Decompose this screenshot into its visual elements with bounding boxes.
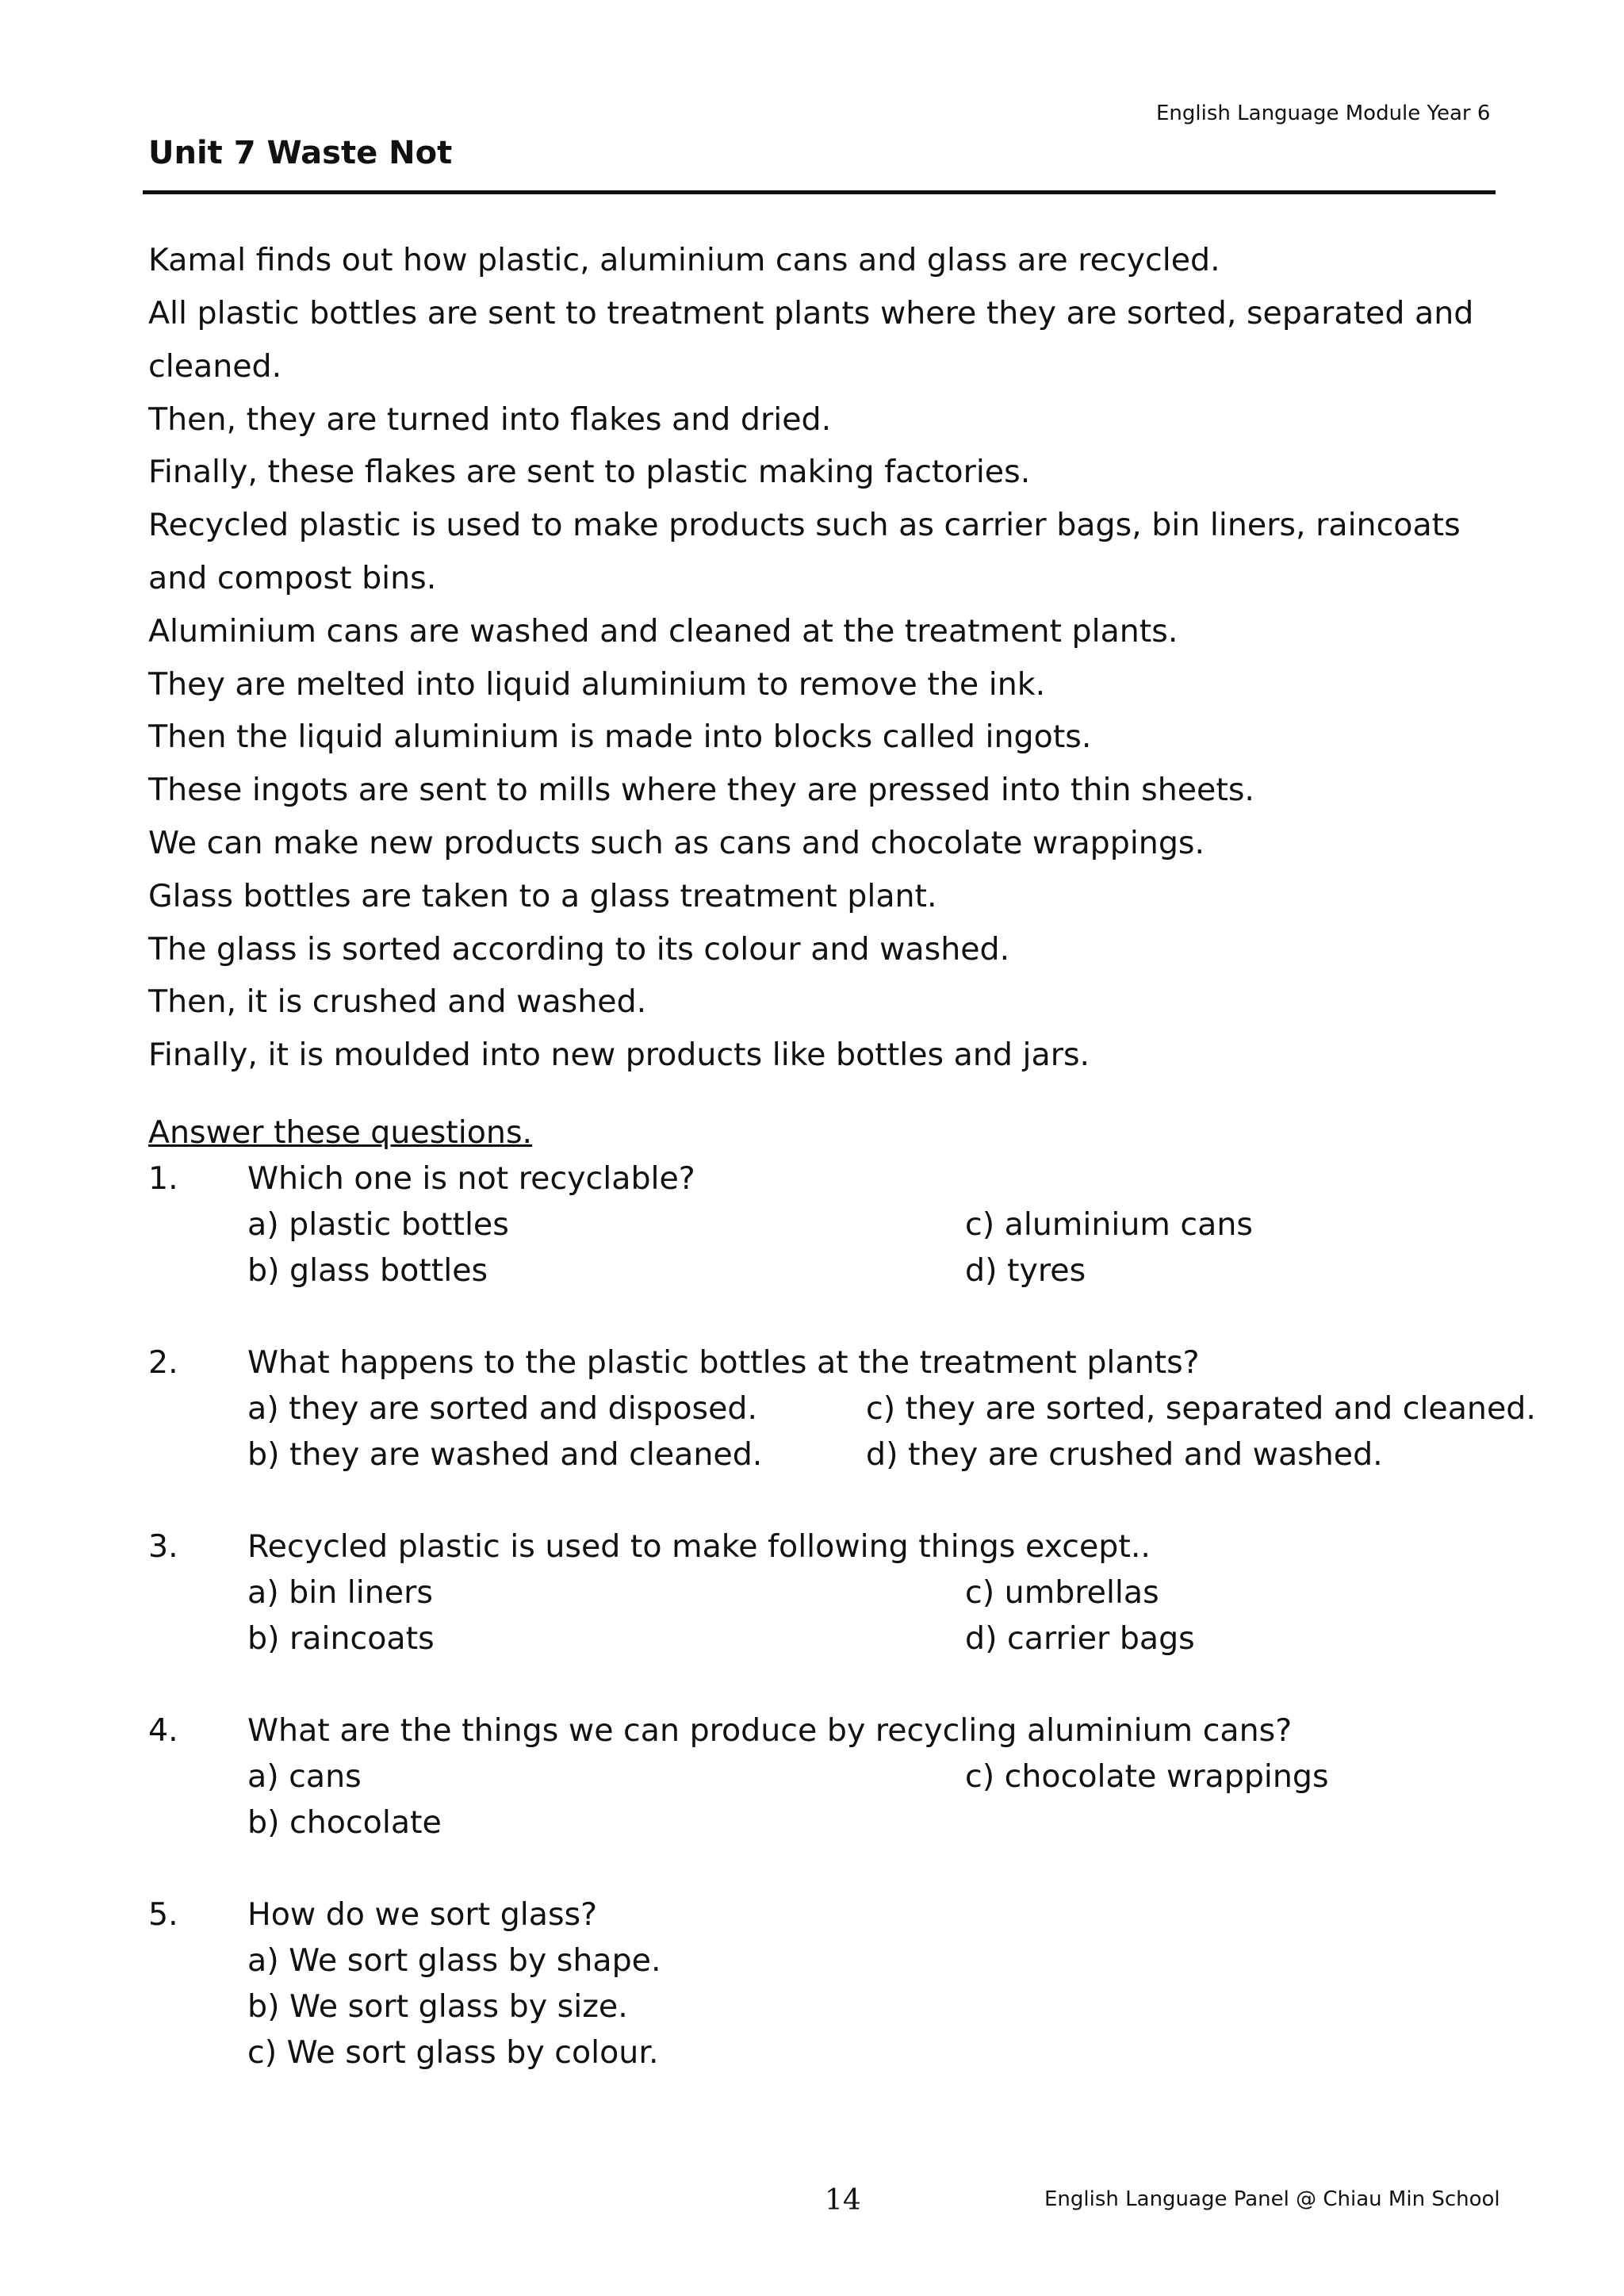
question-text: What happens to the plastic bottles at the treatment plants? [247,1344,1200,1381]
answer-option: a) cans [247,1758,362,1795]
question-number: 4. [148,1712,178,1749]
question-text: How do we sort glass? [247,1896,598,1933]
page-number: 14 [825,2184,861,2217]
answer-option: c) chocolate wrappings [965,1758,1329,1795]
answer-option: c) they are sorted, separated and cleaned. [866,1390,1536,1427]
answer-option: d) tyres [965,1252,1086,1289]
answer-option: a) bin liners [247,1574,433,1611]
question-text: What are the things we can produce by recycling aluminium cans? [247,1712,1293,1749]
question-number: 5. [148,1896,178,1933]
answer-option: b) raincoats [247,1620,435,1657]
answer-option: a) plastic bottles [247,1206,509,1243]
answer-option: c) aluminium cans [965,1206,1253,1243]
unit-title: Unit 7 Waste Not [148,135,453,171]
passage-line: Kamal finds out how plastic, aluminium cans and glass are recycled. [148,242,1220,278]
question-text: Recycled plastic is used to make following things except.. [247,1528,1151,1565]
footer-credit: English Language Panel @ Chiau Min School [1044,2187,1500,2211]
passage-line: Then, they are turned into flakes and dried. [148,401,832,438]
answer-option: b) chocolate [247,1804,442,1841]
question-number: 1. [148,1160,178,1197]
passage-line: Then the liquid aluminium is made into blocks called ingots. [148,719,1092,755]
passage-line: We can make new products such as cans and chocolate wrappings. [148,825,1205,861]
header-divider [143,190,1496,194]
passage-line: Finally, these flakes are sent to plastic making factories. [148,454,1031,490]
passage-line: These ingots are sent to mills where they are pressed into thin sheets. [148,772,1254,808]
passage-line: and compost bins. [148,560,437,596]
question-number: 3. [148,1528,178,1565]
passage-line: Recycled plastic is used to make products such as carrier bags, bin liners, raincoats [148,507,1461,543]
answer-option: b) glass bottles [247,1252,488,1289]
answer-option: a) We sort glass by shape. [247,1942,661,1979]
passage-line: They are melted into liquid aluminium to remove the ink. [148,666,1046,703]
answer-option: c) umbrellas [965,1574,1159,1611]
passage-line: Finally, it is moulded into new products like bottles and jars. [148,1037,1090,1073]
question-text: Which one is not recyclable? [247,1160,695,1197]
answer-option: d) carrier bags [965,1620,1195,1657]
passage-line: Aluminium cans are washed and cleaned at the treatment plants. [148,613,1178,650]
passage-line: cleaned. [148,348,282,385]
answer-option: d) they are crushed and washed. [866,1436,1383,1473]
answer-option: b) We sort glass by size. [247,1988,628,2025]
question-number: 2. [148,1344,178,1381]
answer-option: c) We sort glass by colour. [247,2034,659,2071]
passage-line: All plastic bottles are sent to treatment plants where they are sorted, separated and [148,295,1474,332]
module-header: English Language Module Year 6 [1156,102,1491,125]
passage-line: The glass is sorted according to its colour and washed. [148,931,1010,968]
passage-line: Then, it is crushed and washed. [148,983,647,1020]
passage-line: Glass bottles are taken to a glass treatment plant. [148,878,937,914]
questions-instruction: Answer these questions. [148,1114,533,1151]
answer-option: a) they are sorted and disposed. [247,1390,758,1427]
answer-option: b) they are washed and cleaned. [247,1436,763,1473]
